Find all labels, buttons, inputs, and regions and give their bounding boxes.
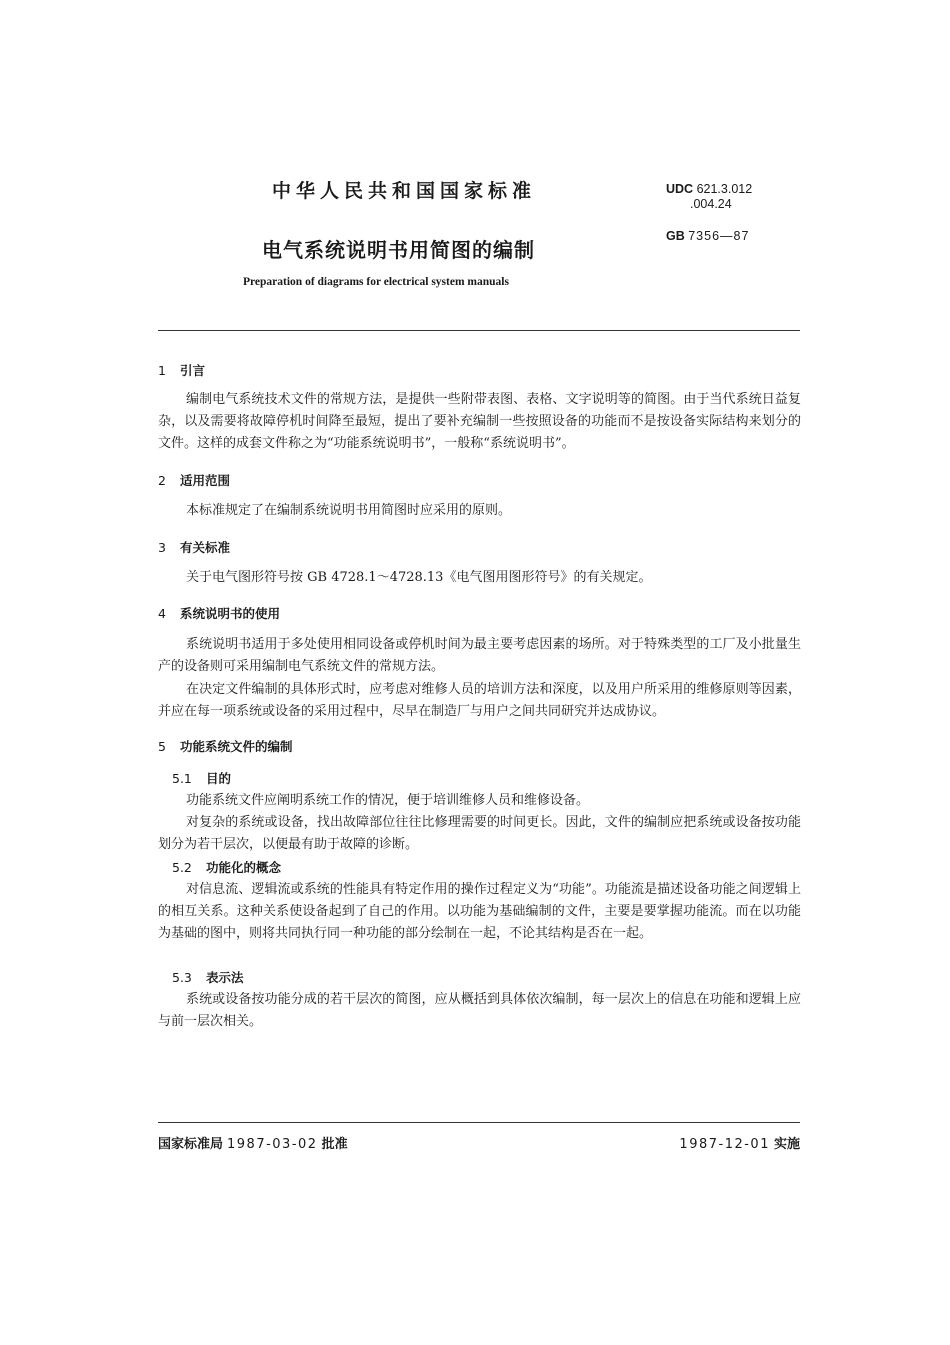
effective-label: 实施 — [773, 1137, 800, 1152]
issuer: 国家标准局 — [158, 1137, 224, 1152]
gb-code: 7356—87 — [688, 229, 750, 243]
subsection-title: 功能化的概念 — [206, 860, 282, 875]
section-5-heading — [158, 737, 293, 755]
section-title: 引言 — [180, 363, 206, 378]
subsection-5-2-heading — [172, 858, 281, 876]
subsection-5-1-paragraph-2: 对复杂的系统或设备，找出故障部位往往比修理需要的时间更长。因此，文件的编制应把系统或设备按功能划分为若干层次，以便最有助于故障的诊断。 — [158, 815, 801, 852]
section-3-paragraph: 关于电气图形符号按 GB 4728.1～4728.13《电气图用图形符号》的有关规定。 — [186, 570, 652, 585]
section-title: 适用范围 — [180, 473, 231, 488]
section-number: 2 — [158, 473, 166, 488]
subsection-5-1-heading — [172, 769, 231, 787]
udc-code — [666, 182, 752, 212]
approved-label: 批准 — [321, 1137, 348, 1152]
udc-line-2: .004.24 — [690, 197, 732, 211]
subsection-title: 表示法 — [206, 970, 244, 985]
section-2-heading — [158, 471, 230, 489]
gb-label: GB — [666, 229, 685, 243]
section-number: 3 — [158, 540, 166, 555]
subsection-5-3-paragraph: 系统或设备按功能分成的若干层次的简图，应从概括到具体依次编制，每一层次上的信息在功能和逻辑上应与前一层次相关。 — [158, 992, 801, 1029]
document-subtitle-english: Preparation of diagrams for electrical system manuals — [243, 276, 509, 288]
standard-category-title: 中华人民共和国国家标准 — [272, 180, 537, 202]
effective-info — [675, 1133, 800, 1152]
subsection-5-1-paragraph-1: 功能系统文件应阐明系统工作的情况，便于培训维修人员和维修设备。 — [186, 793, 590, 808]
subsection-5-3-heading — [172, 968, 244, 986]
approved-date: 1987-03-02 — [227, 1137, 318, 1152]
udc-label: UDC — [666, 182, 694, 196]
section-4-heading — [158, 604, 280, 622]
header-divider — [158, 330, 800, 331]
section-2-paragraph: 本标准规定了在编制系统说明书用简图时应采用的原则。 — [186, 503, 512, 518]
subsection-number: 5.2 — [172, 860, 192, 875]
effective-date: 1987-12-01 — [679, 1137, 770, 1152]
section-3-heading — [158, 538, 230, 556]
subsection-number: 5.1 — [172, 771, 192, 786]
subsection-5-2-paragraph: 对信息流、逻辑流或系统的性能具有特定作用的操作过程定义为“功能”。功能流是描述设备功能之间逻辑上的相互关系。这种关系使设备起到了自己的作用。以功能为基础编制的文件，主要是要掌握功能流。而在以功能为基础的图中，则将共同执行同一种功能的部分绘制在一起，不论其结构是否在一起。 — [158, 882, 801, 941]
subsection-title: 目的 — [206, 771, 232, 786]
section-title: 有关标准 — [180, 540, 231, 555]
document-title: 电气系统说明书用简图的编制 — [262, 238, 535, 262]
section-title: 功能系统文件的编制 — [180, 739, 293, 754]
section-1-heading — [158, 361, 205, 379]
approval-info — [158, 1133, 348, 1152]
section-4-paragraph-2: 在决定文件编制的具体形式时，应考虑对维修人员的培训方法和深度，以及用户所采用的维修原则等因素，并应在每一项系统或设备的采用过程中，尽早在制造厂与用户之间共同研究并达成协议。 — [158, 682, 801, 719]
section-title: 系统说明书的使用 — [180, 606, 281, 621]
udc-line-1: 621.3.012 — [696, 182, 753, 196]
section-number: 5 — [158, 739, 166, 754]
subsection-number: 5.3 — [172, 970, 192, 985]
section-4-paragraph-1: 系统说明书适用于多处使用相同设备或停机时间为最主要考虑因素的场所。对于特殊类型的工厂及小批量生产的设备则可采用编制电气系统文件的常规方法。 — [158, 637, 801, 674]
gb-number — [666, 229, 749, 243]
footer-divider — [158, 1122, 800, 1123]
section-number: 1 — [158, 363, 166, 378]
section-1-paragraph: 编制电气系统技术文件的常规方法，是提供一些附带表图、表格、文字说明等的简图。由于当代系统日益复杂，以及需要将故障停机时间降至最短，提出了要补充编制一些按照设备的功能而不是按设备实际结构来划分的文件。这样的成套文件称之为“功能系统说明书”，一般称“系统说明书”。 — [158, 392, 801, 451]
section-number: 4 — [158, 606, 166, 621]
